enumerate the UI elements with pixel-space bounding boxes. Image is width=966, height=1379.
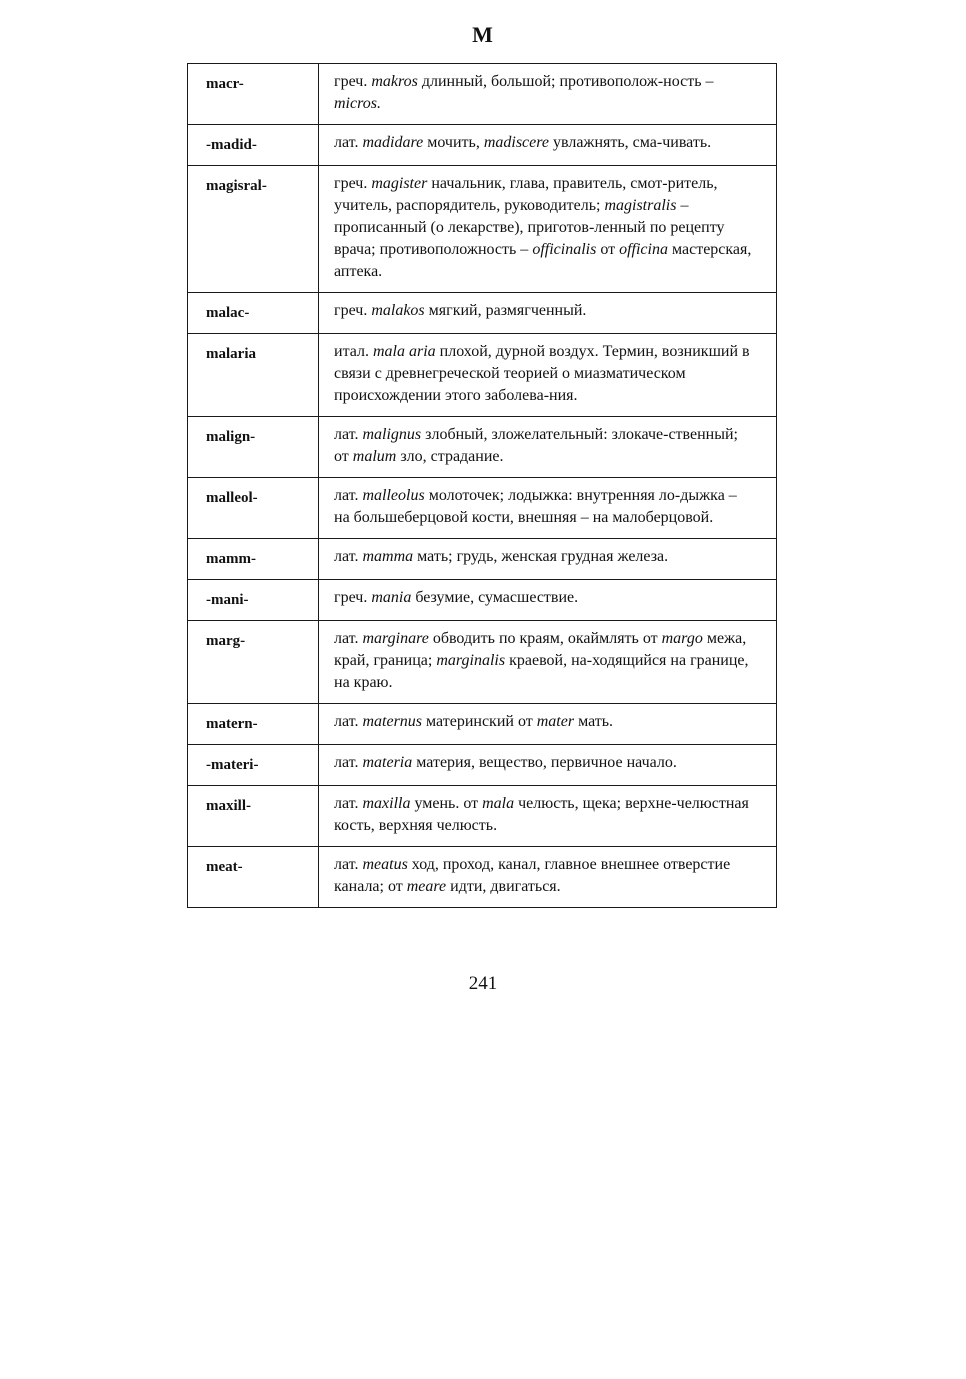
entry-term: maxill- bbox=[188, 786, 319, 847]
definition-text: от bbox=[596, 241, 620, 258]
definition-text: мастерская, аптека. bbox=[334, 241, 752, 280]
table-row bbox=[188, 745, 777, 786]
latin-word: madiscere bbox=[483, 134, 549, 151]
table-row bbox=[188, 64, 777, 125]
definition-text: мать; грудь, женская грудная железа. bbox=[413, 548, 669, 565]
table-row bbox=[188, 125, 777, 166]
entry-definition bbox=[319, 580, 777, 621]
definition-text: лат. bbox=[334, 754, 363, 771]
definition-text: – прописанный (о лекарстве), приготов-ленный по рецепту врача; противоположность – bbox=[334, 197, 725, 258]
entry-term: mamm- bbox=[188, 539, 319, 580]
definition-text: лат. bbox=[334, 856, 363, 873]
entry-definition bbox=[319, 64, 777, 125]
definition-text: челюсть, щека; верхне-челюстная кость, верхняя челюсть. bbox=[334, 795, 749, 834]
latin-word: margo bbox=[661, 630, 703, 647]
entry-term: malleol- bbox=[188, 478, 319, 539]
entry-term: macr- bbox=[188, 64, 319, 125]
table-row bbox=[188, 704, 777, 745]
definition-text: итал. bbox=[334, 343, 373, 360]
latin-word: malleolus bbox=[362, 487, 425, 504]
table-row bbox=[188, 847, 777, 908]
entry-term: matern- bbox=[188, 704, 319, 745]
definition-text: длинный, большой; противополож-ность – bbox=[417, 73, 714, 90]
latin-word: mamma bbox=[362, 548, 414, 565]
definition-text: начальник, глава, правитель, смот-ритель, учитель, распорядитель, руководитель; bbox=[334, 175, 718, 214]
definition-text: идти, двигаться. bbox=[446, 878, 561, 895]
latin-word: magistralis bbox=[604, 197, 677, 214]
latin-word: malakos bbox=[371, 302, 425, 319]
latin-word: mater bbox=[536, 713, 575, 730]
definition-text: мягкий, размягченный. bbox=[424, 302, 587, 319]
latin-word: mala bbox=[482, 795, 515, 812]
definition-text: ход, проход, канал, главное внешнее отверстие канала; от bbox=[334, 856, 731, 895]
latin-word: maternus bbox=[362, 713, 423, 730]
definition-text: увлажнять, сма-чивать. bbox=[548, 134, 712, 151]
entry-definition bbox=[319, 334, 777, 417]
latin-word: maxilla bbox=[362, 795, 411, 812]
entry-definition bbox=[319, 478, 777, 539]
latin-word: magister bbox=[371, 175, 428, 192]
latin-word: micros. bbox=[334, 95, 381, 112]
definition-text: греч. bbox=[334, 73, 372, 90]
latin-word: marginalis bbox=[436, 652, 506, 669]
definition-text: материнский от bbox=[422, 713, 537, 730]
definition-text: обводить по краям, окаймлять от bbox=[428, 630, 662, 647]
definition-text: лат. bbox=[334, 426, 363, 443]
definition-text: лат. bbox=[334, 795, 363, 812]
table-row bbox=[188, 334, 777, 417]
entry-definition bbox=[319, 621, 777, 704]
definition-text: злобный, зложелательный: злокаче-ственный; от bbox=[334, 426, 738, 465]
entry-definition bbox=[319, 539, 777, 580]
entry-term: malac- bbox=[188, 293, 319, 334]
dictionary-table bbox=[187, 63, 777, 908]
definition-text: мочить, bbox=[423, 134, 484, 151]
table-row bbox=[188, 621, 777, 704]
entry-term: malaria bbox=[188, 334, 319, 417]
definition-text: краевой, на-ходящийся на границе, на краю. bbox=[334, 652, 749, 691]
latin-word: mala aria bbox=[372, 343, 436, 360]
entry-term: -mani- bbox=[188, 580, 319, 621]
entry-definition bbox=[319, 417, 777, 478]
entry-term: malign- bbox=[188, 417, 319, 478]
definition-text: лат. bbox=[334, 548, 363, 565]
definition-text: мать. bbox=[574, 713, 614, 730]
definition-text: умень. от bbox=[410, 795, 483, 812]
latin-word: madidare bbox=[362, 134, 424, 151]
entry-term: marg- bbox=[188, 621, 319, 704]
entry-term: -materi- bbox=[188, 745, 319, 786]
definition-text: молоточек; лодыжка: внутренняя ло-дыжка – на большеберцовой кости, внешняя – на малоберцовой. bbox=[334, 487, 737, 526]
definition-text: греч. bbox=[334, 175, 372, 192]
page-number: 241 bbox=[468, 973, 498, 994]
definition-text: греч. bbox=[334, 302, 372, 319]
definition-text: межа, край, граница; bbox=[334, 630, 747, 669]
table-row bbox=[188, 478, 777, 539]
entry-definition bbox=[319, 847, 777, 908]
dictionary-table-body bbox=[188, 64, 777, 908]
definition-text: материя, вещество, первичное начало. bbox=[412, 754, 677, 771]
table-row bbox=[188, 417, 777, 478]
entry-term: meat- bbox=[188, 847, 319, 908]
entry-definition bbox=[319, 704, 777, 745]
entry-term: -madid- bbox=[188, 125, 319, 166]
latin-word: officinalis bbox=[532, 241, 597, 258]
definition-text: лат. bbox=[334, 630, 363, 647]
section-letter-heading: M bbox=[472, 22, 494, 47]
definition-text: безумие, сумасшествие. bbox=[411, 589, 579, 606]
latin-word: marginare bbox=[362, 630, 429, 647]
table-row bbox=[188, 293, 777, 334]
latin-word: malignus bbox=[362, 426, 422, 443]
latin-word: officina bbox=[619, 241, 668, 258]
entry-definition bbox=[319, 293, 777, 334]
table-row bbox=[188, 166, 777, 293]
entry-term: magisral- bbox=[188, 166, 319, 293]
entry-definition bbox=[319, 166, 777, 293]
table-row bbox=[188, 786, 777, 847]
definition-text: лат. bbox=[334, 713, 363, 730]
entry-definition bbox=[319, 125, 777, 166]
entry-definition bbox=[319, 745, 777, 786]
definition-text: лат. bbox=[334, 134, 363, 151]
latin-word: malum bbox=[352, 448, 397, 465]
latin-word: materia bbox=[362, 754, 413, 771]
definition-text: зло, страдание. bbox=[396, 448, 504, 465]
table-row bbox=[188, 580, 777, 621]
definition-text: лат. bbox=[334, 487, 363, 504]
latin-word: makros bbox=[371, 73, 418, 90]
definition-text: плохой, дурной воздух. Термин, возникший в связи с древнегреческой теорией о миазматическом происхождении этого заболева-ния. bbox=[334, 343, 750, 404]
entry-definition bbox=[319, 786, 777, 847]
table-row bbox=[188, 539, 777, 580]
latin-word: meare bbox=[406, 878, 447, 895]
latin-word: mania bbox=[371, 589, 412, 606]
latin-word: meatus bbox=[362, 856, 408, 873]
definition-text: греч. bbox=[334, 589, 372, 606]
